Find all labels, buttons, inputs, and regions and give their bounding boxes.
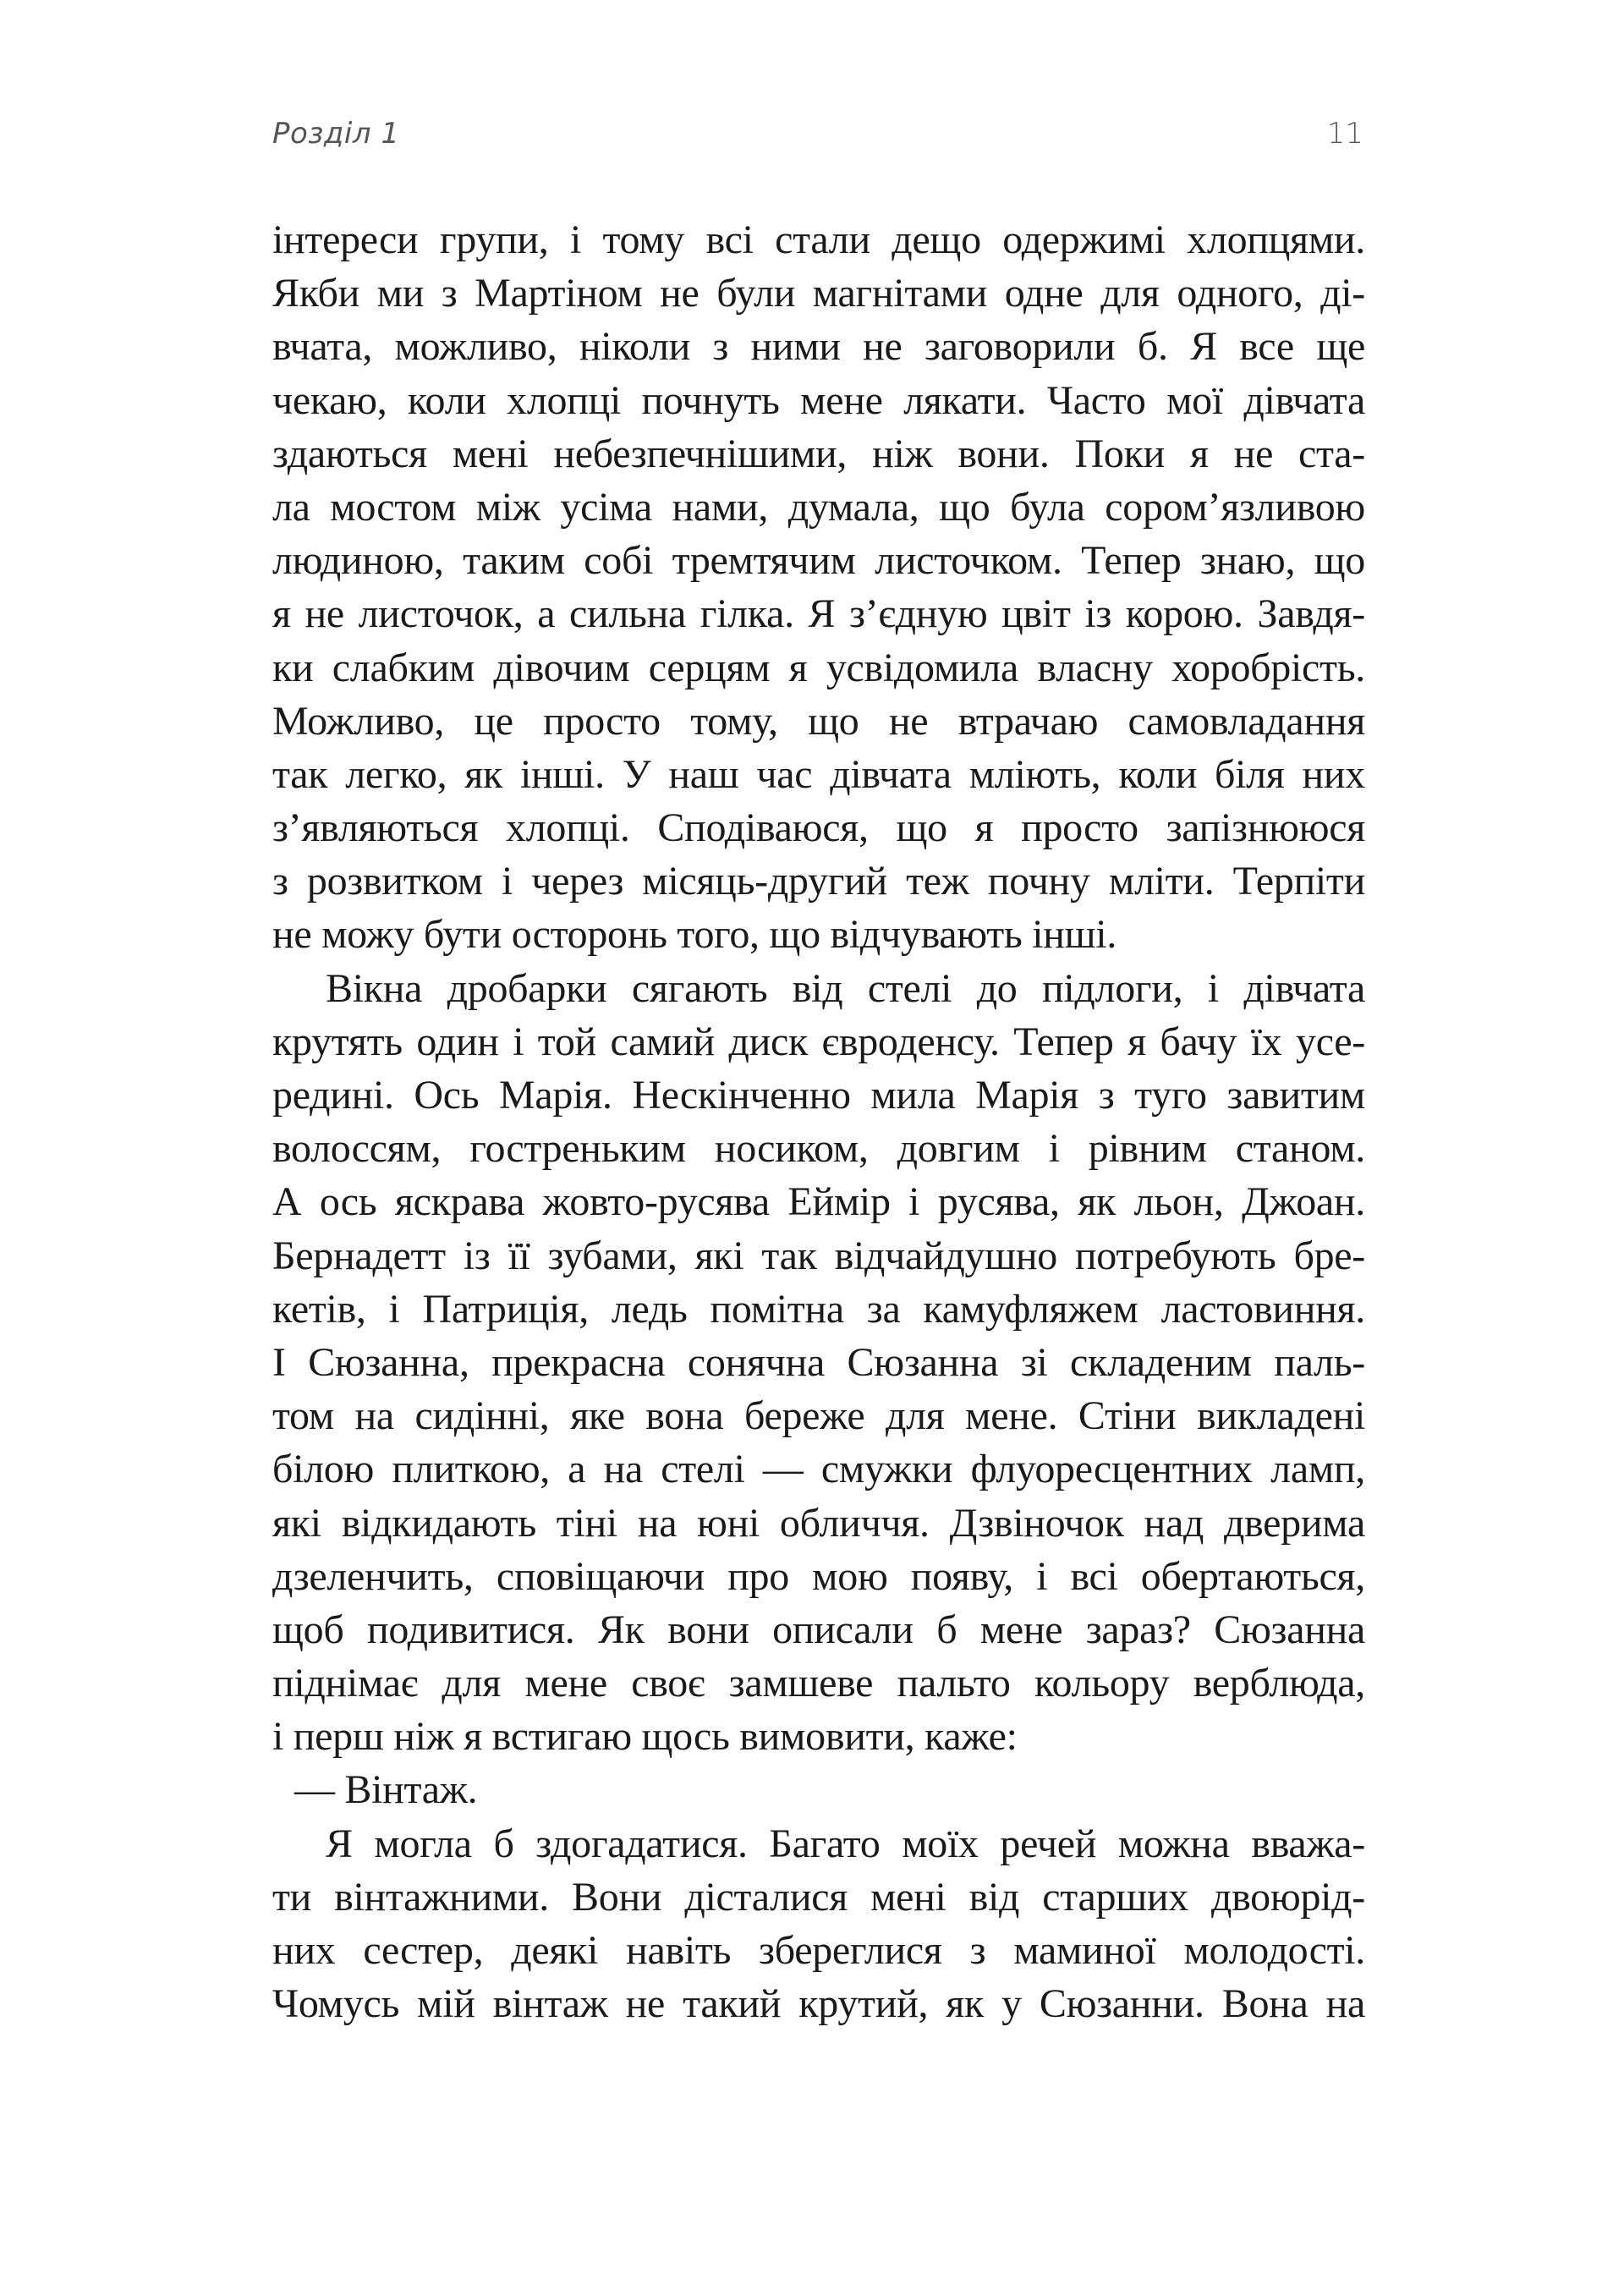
chapter-label: Розділ 1 [272,117,400,151]
text-line: том на сидінні, яке вона береже для мене. Стіни викладені [272,1393,1365,1439]
text-line: ти вінтажними. Вони дісталися мені від старших двоюрід- [272,1874,1365,1920]
text-line: ки слабким дівочим серцям я усвідомила власну хоробрість. [272,645,1365,690]
text-line: не можу бути осторонь того, що відчувають інші. [272,912,1117,958]
text-line: них сестер, деякі навіть збереглися з маминої молодості. [272,1928,1365,1973]
text-line: А ось яскрава жовто-русява Еймір і русява, як льон, Джоан. [272,1179,1365,1225]
text-line: з розвитком і через місяць-другий теж почну мліти. Терпіти [272,859,1365,904]
text-line: здаються мені небезпечнішими, ніж вони. Поки я не ста- [272,431,1365,476]
text-line: дзеленчить, сповіщаючи про мою появу, і всі обертаються, [272,1553,1365,1599]
text-line: Якби ми з Мартіном не були магнітами одне для одного, ді- [272,271,1365,316]
text-line: які відкидають тіні на юні обличчя. Дзвіночок над дверима [272,1500,1365,1546]
text-line: інтереси групи, і тому всі стали дещо одержимі хлопцями. [272,217,1365,262]
text-line: редині. Ось Марія. Нескінченно мила Марія з туго завитим [272,1073,1365,1118]
text-line: білою плиткою, а на стелі — смужки флуоресцентних ламп, [272,1447,1365,1492]
text-line: чекаю, коли хлопці почнуть мене лякати. Часто мої дівчата [272,377,1365,423]
text-line: щоб подивитися. Як вони описали б мене зараз? Сюзанна [272,1607,1365,1652]
paragraph-first-line: Вікна дробарки сягають від стелі до підлоги, і дівчата [326,965,1365,1011]
text-line: я не листочок, а сильна гілка. Я з’єдную цвіт із корою. Завдя- [272,591,1365,637]
text-line: вчата, можливо, ніколи з ними не заговорили б. Я все ще [272,324,1365,370]
text-line: Чомусь мій вінтаж не такий крутий, як у Сюзанни. Вона на [272,1981,1365,2027]
text-line: кетів, і Патриція, ледь помітна за камуфляжем ластовиння. [272,1286,1365,1332]
text-line: Бернадетт із її зубами, які так відчайдушно потребують бре- [272,1233,1365,1278]
text-line: крутять один і той самий диск євроденсу. Тепер я бачу їх усе- [272,1019,1365,1064]
dialogue-line: — Вінтаж. [294,1767,478,1813]
text-line: Можливо, це просто тому, що не втрачаю самовладання [272,698,1365,744]
text-line: ла мостом між усіма нами, думала, що була сором’язливою [272,484,1365,530]
text-line: і перш ніж я встигаю щось вимовити, каже: [272,1714,1018,1760]
text-line: І Сюзанна, прекрасна сонячна Сюзанна зі складеним паль- [272,1339,1365,1385]
text-line: так легко, як інші. У наш час дівчата мліють, коли біля них [272,751,1365,797]
text-line: волоссям, гостреньким носиком, довгим і рівним станом. [272,1126,1365,1172]
page-number: 11 [1326,117,1363,151]
text-line: людиною, таким собі тремтячим листочком. Тепер знаю, що [272,538,1365,584]
text-line: з’являються хлопці. Сподіваюся, що я просто запізнююся [272,805,1365,851]
running-head [272,117,1363,159]
body-text [272,213,1365,2030]
paragraph-first-line: Я могла б здогадатися. Багато моїх речей можна вважа- [326,1821,1365,1866]
text-line: піднімає для мене своє замшеве пальто кольору верблюда, [272,1661,1365,1706]
